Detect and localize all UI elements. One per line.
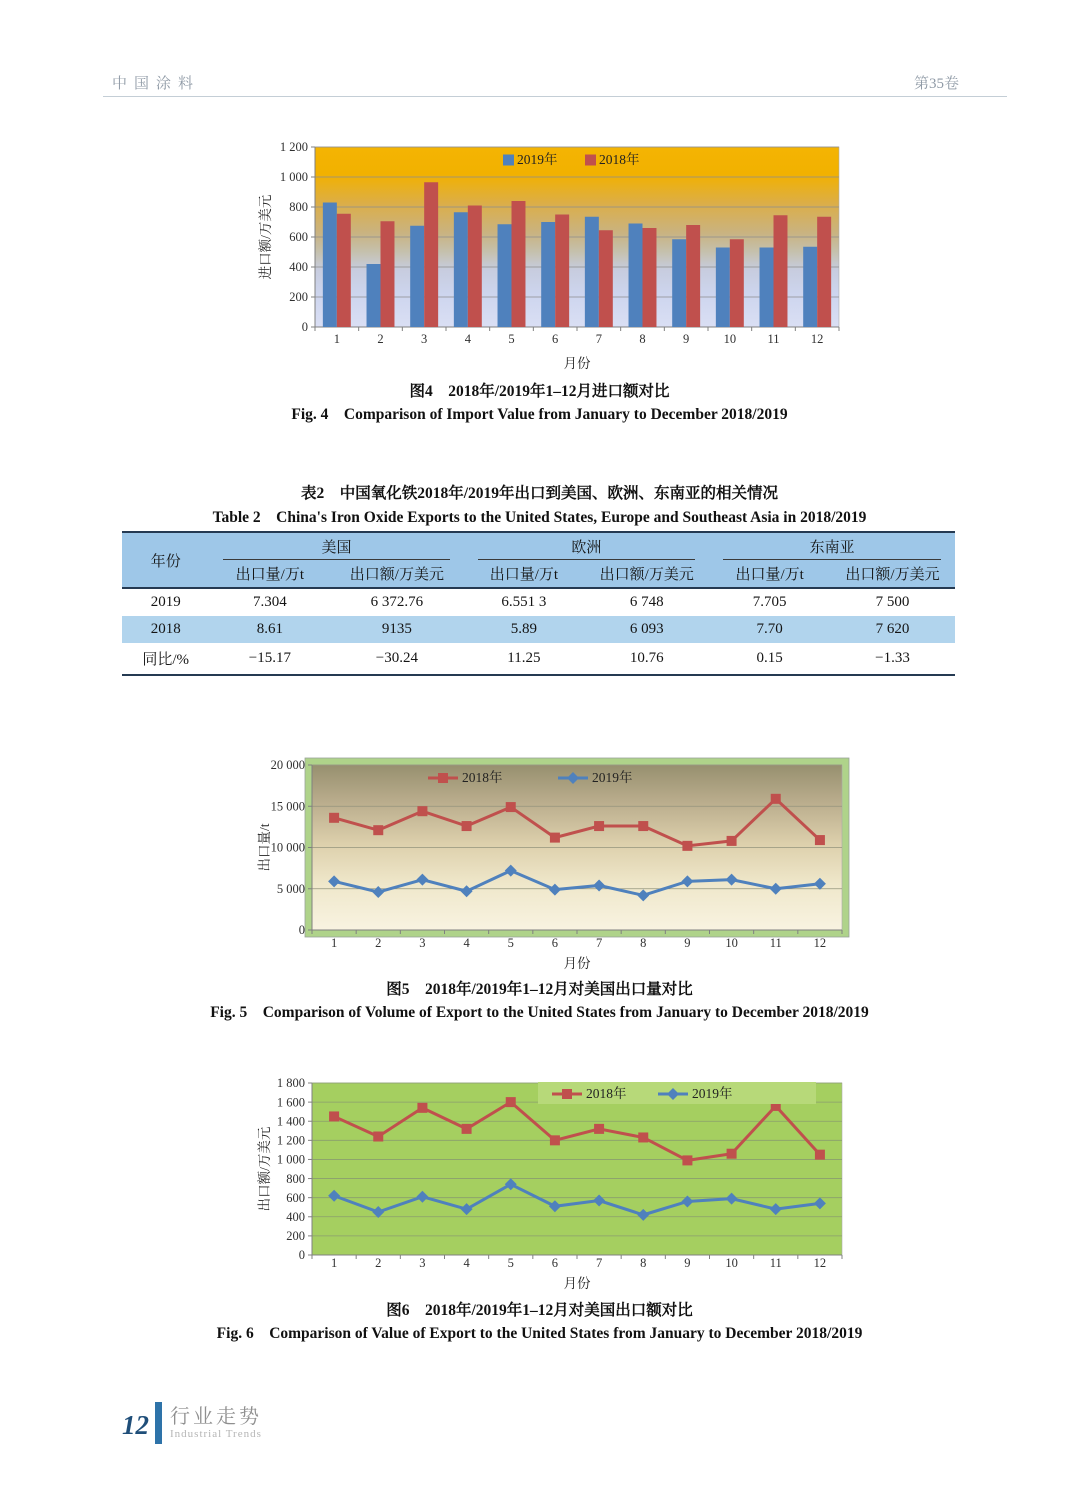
cell: −1.33 <box>875 650 910 666</box>
svg-text:4: 4 <box>463 936 470 950</box>
svg-text:11: 11 <box>769 1256 782 1270</box>
col-sea-value: 出口额/万美元 <box>830 560 955 588</box>
svg-text:0: 0 <box>298 923 305 938</box>
svg-text:3: 3 <box>419 1256 426 1270</box>
svg-text:6: 6 <box>551 936 559 950</box>
y-axis <box>277 1076 312 1262</box>
fig6-caption-en: Fig. 6 Comparison of Value of Export to the United States from January to December 2018/2019 <box>216 1325 863 1342</box>
svg-text:0: 0 <box>301 320 308 335</box>
svg-text:2019年: 2019年 <box>517 152 558 167</box>
svg-text:4: 4 <box>463 1256 470 1270</box>
svg-text:11: 11 <box>767 332 780 346</box>
svg-text:1 200: 1 200 <box>279 140 308 155</box>
x-axis <box>315 327 839 346</box>
svg-text:2018年: 2018年 <box>462 770 503 785</box>
cell: 7.70 <box>756 621 783 637</box>
table2-title-en: Table 2 China's Iron Oxide Exports to the United States, Europe and Southeast Asia in 2018/2019 <box>212 509 867 526</box>
cell: −15.17 <box>248 650 291 666</box>
svg-text:9: 9 <box>684 1256 691 1270</box>
cell: 7.304 <box>252 594 287 610</box>
legend <box>538 1082 816 1104</box>
fig4-chart <box>257 139 857 380</box>
cell: 6 372.76 <box>370 594 424 610</box>
y-axis <box>280 140 315 334</box>
x-axis <box>312 1255 842 1270</box>
fig4-caption-en: Fig. 4 Comparison of Import Value from January to December 2018/2019 <box>291 406 788 423</box>
cell: 0.15 <box>756 650 783 666</box>
fig5-caption-en: Fig. 5 Comparison of Volume of Export to the United States from January to December 2018/2019 <box>210 1004 869 1021</box>
svg-text:1 800: 1 800 <box>276 1076 305 1091</box>
cell: 11.25 <box>507 650 541 666</box>
fig6-chart <box>256 1075 856 1300</box>
svg-text:8: 8 <box>640 936 647 950</box>
svg-text:6: 6 <box>551 1256 559 1270</box>
fig5-chart <box>256 755 856 976</box>
footer-divider-bar <box>155 1402 162 1444</box>
svg-text:1 400: 1 400 <box>276 1114 305 1129</box>
cell: 6 748 <box>629 594 664 610</box>
fig5-plot <box>256 755 856 971</box>
svg-text:2019年: 2019年 <box>592 770 633 785</box>
fig6-caption <box>0 1297 1079 1344</box>
svg-text:1 200: 1 200 <box>276 1133 305 1148</box>
x-axis-title: 月份 <box>563 356 591 371</box>
cell: 6.551 3 <box>501 594 547 610</box>
svg-text:20 000: 20 000 <box>270 758 305 773</box>
svg-text:200: 200 <box>286 1229 305 1244</box>
row-year: 2019 <box>150 594 181 610</box>
table2 <box>122 531 955 676</box>
svg-text:800: 800 <box>289 200 308 215</box>
svg-text:12: 12 <box>813 936 827 950</box>
y-axis-title: 出口量/t <box>257 823 272 872</box>
table-row <box>122 643 955 675</box>
cell: 7 500 <box>875 594 910 610</box>
svg-text:400: 400 <box>286 1209 305 1224</box>
svg-text:2018年: 2018年 <box>586 1086 627 1101</box>
cell: −30.24 <box>375 650 418 666</box>
svg-text:10 000: 10 000 <box>270 840 305 855</box>
cell: 10.76 <box>629 650 664 666</box>
table-row <box>122 616 955 643</box>
col-group-europe: 欧洲 <box>464 532 710 560</box>
svg-text:10: 10 <box>725 1256 738 1270</box>
col-sea-volume: 出口量/万t <box>709 560 830 588</box>
svg-text:9: 9 <box>683 332 690 346</box>
svg-text:1 600: 1 600 <box>276 1095 305 1110</box>
svg-text:200: 200 <box>289 290 308 305</box>
svg-text:5: 5 <box>507 1256 514 1270</box>
svg-text:6: 6 <box>552 332 559 346</box>
table2-title-cn: 表2 中国氧化铁2018年/2019年出口到美国、欧洲、东南亚的相关情况 <box>300 485 779 502</box>
svg-text:12: 12 <box>813 1256 827 1270</box>
svg-text:11: 11 <box>769 936 782 950</box>
svg-text:800: 800 <box>286 1171 305 1186</box>
col-year: 年份 <box>122 532 209 588</box>
fig6-caption-cn: 图6 2018年/2019年1–12月对美国出口额对比 <box>386 1302 693 1319</box>
svg-text:12: 12 <box>810 332 824 346</box>
cell: 9135 <box>381 621 412 637</box>
svg-text:7: 7 <box>595 332 602 346</box>
svg-text:2: 2 <box>375 1256 382 1270</box>
cell: 5.89 <box>510 621 538 637</box>
fig6-plot <box>256 1075 856 1295</box>
section-title-en: Industrial Trends <box>170 1428 262 1440</box>
col-eu-value: 出口额/万美元 <box>584 560 709 588</box>
svg-text:8: 8 <box>640 1256 647 1270</box>
col-eu-volume: 出口量/万t <box>464 560 585 588</box>
svg-text:7: 7 <box>595 1256 603 1270</box>
fig4-caption-cn: 图4 2018年/2019年1–12月进口额对比 <box>409 383 670 400</box>
fig5-caption <box>0 976 1079 1023</box>
cell: 6 093 <box>629 621 664 637</box>
svg-text:10: 10 <box>723 332 737 346</box>
svg-text:9: 9 <box>684 936 691 950</box>
page-footer <box>122 1402 262 1444</box>
y-axis-title: 出口额/万美元 <box>257 1126 272 1212</box>
svg-text:2019年: 2019年 <box>692 1086 733 1101</box>
svg-text:600: 600 <box>286 1190 305 1205</box>
table-row <box>122 588 955 616</box>
y-axis-title: 进口额/万美元 <box>258 194 273 280</box>
col-group-usa: 美国 <box>209 532 463 560</box>
svg-text:1 000: 1 000 <box>279 170 308 185</box>
svg-text:2: 2 <box>375 936 382 950</box>
svg-text:1: 1 <box>333 332 340 346</box>
row-year: 同比/% <box>142 652 190 668</box>
svg-text:2018年: 2018年 <box>599 152 640 167</box>
svg-text:5: 5 <box>507 936 514 950</box>
svg-text:4: 4 <box>464 332 471 346</box>
col-usa-volume: 出口量/万t <box>209 560 330 588</box>
svg-text:7: 7 <box>595 936 603 950</box>
section-title-cn: 行业走势 <box>170 1406 262 1428</box>
svg-text:5: 5 <box>508 332 515 346</box>
svg-text:1: 1 <box>330 936 338 950</box>
fig5-caption-cn: 图5 2018年/2019年1–12月对美国出口量对比 <box>386 981 693 998</box>
svg-text:10: 10 <box>725 936 738 950</box>
svg-text:400: 400 <box>289 260 308 275</box>
fig4-plot <box>257 139 857 375</box>
table2-header <box>122 532 955 588</box>
svg-text:1: 1 <box>330 1256 338 1270</box>
volume-label: 第35卷 <box>913 76 959 92</box>
fig4-caption <box>0 378 1079 425</box>
svg-text:2: 2 <box>377 332 384 346</box>
cell: 8.61 <box>256 621 283 637</box>
plot-area <box>312 1083 842 1255</box>
svg-text:3: 3 <box>421 332 428 346</box>
svg-text:15 000: 15 000 <box>270 799 305 814</box>
col-group-sea: 东南亚 <box>709 532 955 560</box>
svg-text:8: 8 <box>639 332 646 346</box>
svg-text:3: 3 <box>419 936 426 950</box>
svg-text:0: 0 <box>298 1248 305 1263</box>
row-year: 2018 <box>150 621 181 637</box>
col-usa-value: 出口额/万美元 <box>330 560 463 588</box>
x-axis-title: 月份 <box>563 1276 591 1291</box>
svg-text:600: 600 <box>289 230 308 245</box>
header-rule <box>103 96 1007 97</box>
cell: 7.705 <box>752 594 787 610</box>
svg-text:1 000: 1 000 <box>276 1152 305 1167</box>
cell: 7 620 <box>875 621 910 637</box>
x-axis-title: 月份 <box>563 956 591 971</box>
journal-title: 中国涂料 <box>112 76 201 92</box>
svg-text:5 000: 5 000 <box>276 881 305 896</box>
page-number: 12 <box>122 1410 149 1440</box>
